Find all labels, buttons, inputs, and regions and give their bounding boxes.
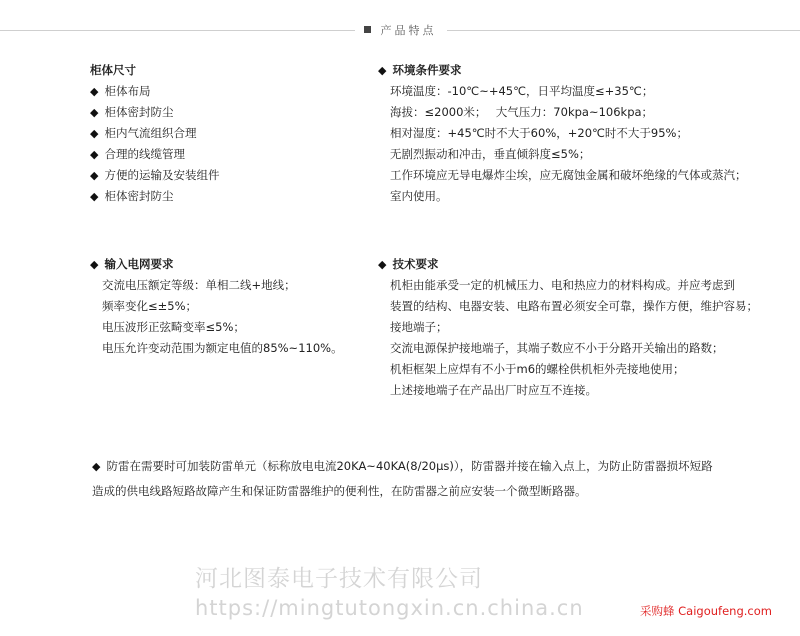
list-item: ◆ 合理的线缆管理 — [90, 147, 185, 161]
list-item: 装置的结构、电器安装、电路布置必须安全可靠，操作方便，维护容易； — [390, 299, 758, 313]
environment-requirements — [378, 60, 747, 207]
company-watermark: 河北图泰电子技术有限公司 — [195, 566, 483, 592]
list-item: 电压波形正弦畸变率≤5%； — [102, 320, 245, 334]
technical-title: ◆ 技术要求 — [378, 257, 439, 271]
diamond-bullet-icon: ◆ — [378, 258, 387, 271]
diamond-bullet-icon: ◆ — [90, 190, 99, 203]
diamond-bullet-icon: ◆ — [378, 64, 387, 77]
list-item: ◆ 柜体密封防尘 — [90, 189, 174, 203]
list-item: 电压允许变动范围为额定电值的85%~110%。 — [102, 341, 343, 355]
list-item: 上述接地端子在产品出厂时应互不连接。 — [390, 383, 597, 397]
diamond-bullet-icon: ◆ — [90, 169, 99, 182]
diamond-bullet-icon: ◆ — [90, 106, 99, 119]
cabinet-features — [90, 60, 219, 207]
list-item: ◆ 柜体布局 — [90, 84, 151, 98]
url-watermark: https://mingtutongxin.cn.china.cn — [195, 596, 584, 620]
note-line: 造成的供电线路短路故障产生和保证防雷器维护的便利性，在防雷器之前应安装一个微型断路器。 — [92, 484, 587, 498]
cabinet-title: 柜体尺寸 — [90, 63, 136, 77]
diamond-bullet-icon: ◆ — [90, 148, 99, 161]
list-item: 无剧烈振动和冲击，垂直倾斜度≤5%； — [390, 147, 591, 161]
list-item: 接地端子； — [390, 320, 448, 334]
list-item: ◆ 方便的运输及安装组件 — [90, 168, 220, 182]
diamond-bullet-icon: ◆ — [92, 460, 101, 473]
list-item: 工作环境应无导电爆炸尘埃，应无腐蚀金属和破坏绝缘的气体或蒸汽； — [390, 168, 747, 182]
list-item: ◆ 柜体密封防尘 — [90, 105, 174, 119]
list-item: 环境温度：-10℃~+45℃，日平均温度≤+35℃； — [390, 84, 654, 98]
input-grid-title: ◆ 输入电网要求 — [90, 257, 174, 271]
list-item: ◆ 柜内气流组织合理 — [90, 126, 197, 140]
brand-watermark: 采购蜂 Caigoufeng.com — [640, 604, 772, 618]
list-item: 频率变化≤±5%； — [102, 299, 198, 313]
environment-title: ◆ 环境条件要求 — [378, 63, 462, 77]
section-title: 产品特点 — [380, 24, 437, 37]
section-header — [0, 22, 800, 38]
list-item: 机柜框架上应焊有不小于m6的螺栓供机柜外壳接地使用； — [390, 362, 685, 376]
square-icon — [364, 26, 371, 33]
note-line: ◆ 防雷在需要时可加装防雷单元（标称放电电流20KA~40KA(8/20μs)），防雷器并接在输入点上，为防止防雷器损坏短路 — [92, 459, 713, 473]
lightning-protection-note — [92, 454, 772, 504]
list-item: 海拔：≤2000米； 大气压力：70kpa~106kpa； — [390, 105, 654, 119]
list-item: 相对湿度：+45℃时不大于60%，+20℃时不大于95%； — [390, 126, 688, 140]
diamond-bullet-icon: ◆ — [90, 85, 99, 98]
list-item: 室内使用。 — [390, 189, 448, 203]
list-item: 交流电压额定等级：单相二线+地线； — [102, 278, 296, 292]
diamond-bullet-icon: ◆ — [90, 258, 99, 271]
input-grid-requirements — [90, 254, 343, 359]
list-item: 机柜由能承受一定的机械压力、电和热应力的材料构成。并应考虑到 — [390, 278, 735, 292]
technical-requirements — [378, 254, 758, 401]
list-item: 交流电源保护接地端子，其端子数应不小于分路开关输出的路数； — [390, 341, 724, 355]
diamond-bullet-icon: ◆ — [90, 127, 99, 140]
